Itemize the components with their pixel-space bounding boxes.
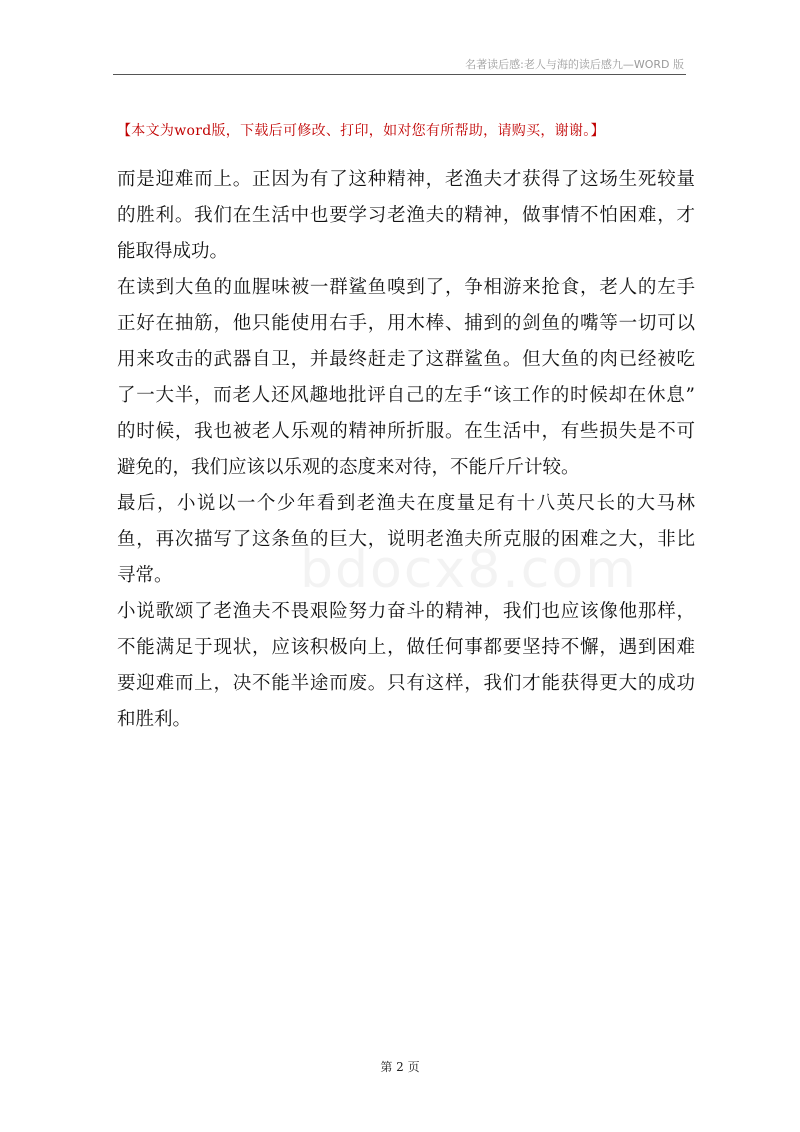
text-line: 和胜利。	[117, 709, 192, 730]
paragraph-2	[117, 270, 697, 486]
text-line: 正好在抽筋，他只能使用右手，用木棒、捕到的剑鱼的嘴等一切可以	[117, 313, 695, 334]
watermark: bdocx8.com	[300, 540, 638, 600]
text-line: 而是迎难而上。正因为有了这种精神，老渔夫才获得了这场生死较量	[117, 169, 695, 190]
text-line: 了一大半，而老人还风趣地批评自己的左手“该工作的时候却在休息”	[117, 385, 695, 406]
text-line: 避免的，我们应该以乐观的态度来对待，不能斤斤计较。	[117, 457, 580, 478]
text-line: 在读到大鱼的血腥味被一群鲨鱼嗅到了，争相游来抢食，老人的左手	[117, 277, 695, 298]
text-line: 最后，小说以一个少年看到老渔夫在度量足有十八英尺长的大马林	[117, 493, 695, 514]
text-line: 不能满足于现状，应该积极向上，做任何事都要坚持不懈，遇到困难	[117, 637, 695, 658]
text-line: 能取得成功。	[117, 241, 229, 262]
text-line: 用来攻击的武器自卫，并最终赶走了这群鲨鱼。但大鱼的肉已经被吃	[117, 349, 695, 370]
paragraph-3	[117, 486, 697, 594]
text-line: 寻常。	[117, 565, 173, 586]
download-notice: 【本文为word版，下载后可修改、打印，如对您有所帮助，请购买，谢谢。】	[117, 123, 605, 139]
text-line: 要迎难而上，决不能半途而废。只有这样，我们才能获得更大的成功	[117, 673, 695, 694]
document-body	[117, 162, 697, 738]
page-number: 第 2 页	[380, 1060, 420, 1074]
paragraph-1	[117, 162, 697, 270]
paragraph-4	[117, 594, 697, 738]
text-line: 的胜利。我们在生活中也要学习老渔夫的精神，做事情不怕困难，才	[117, 205, 695, 226]
text-line: 的时候，我也被老人乐观的精神所折服。在生活中，有些损失是不可	[117, 421, 695, 442]
text-line: 鱼，再次描写了这条鱼的巨大，说明老渔夫所克服的困难之大，非比	[117, 529, 695, 550]
text-line: 小说歌颂了老渔夫不畏艰险努力奋斗的精神，我们也应该像他那样，	[117, 601, 695, 622]
header-title: 名著读后感:老人与海的读后感九—WORD 版	[465, 58, 684, 71]
page-header	[113, 52, 686, 75]
